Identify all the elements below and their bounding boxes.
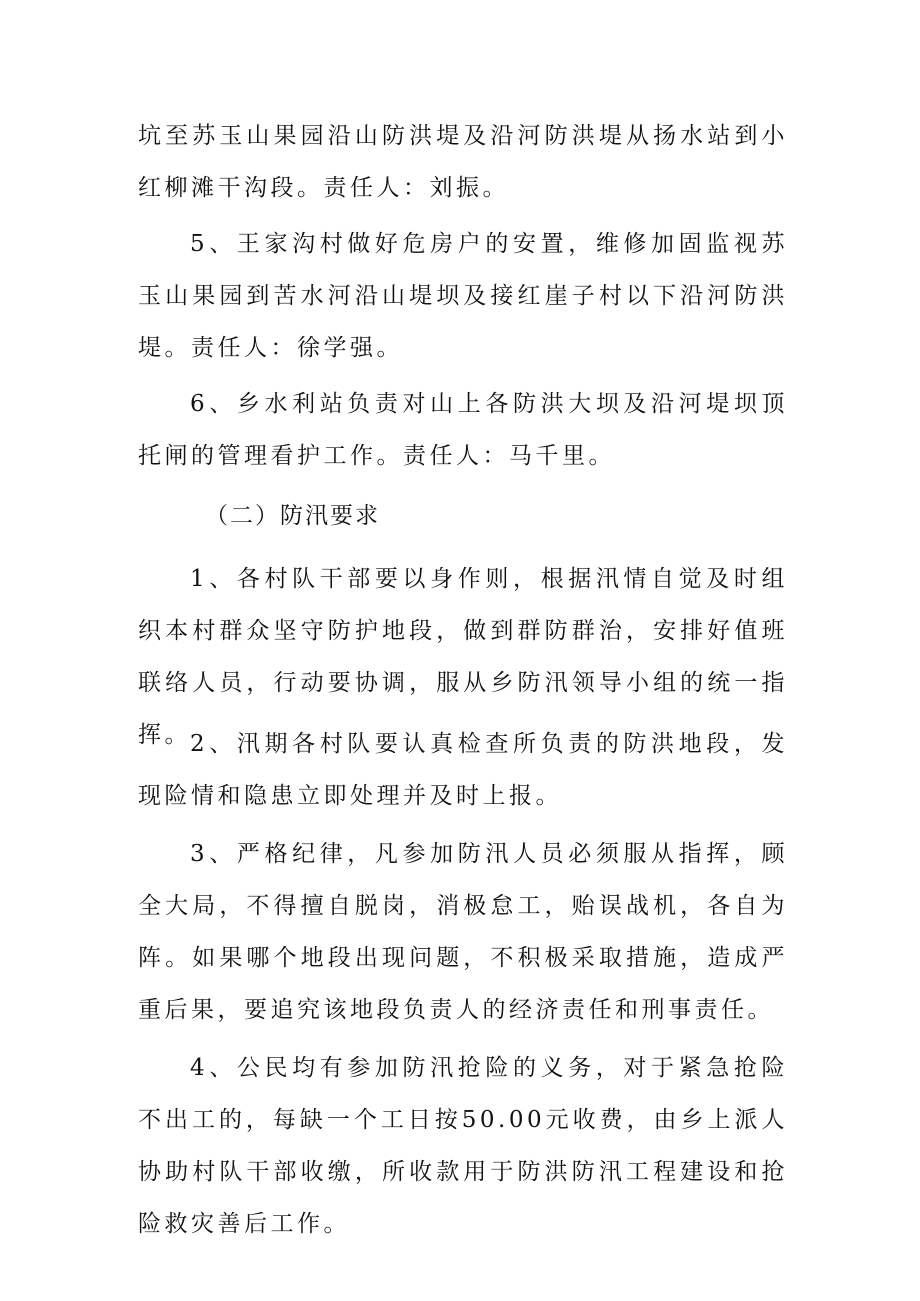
paragraph-item-6: 6、乡水利站负责对山上各防洪大坝及沿河堤坝顶托闸的管理看护工作。责任人：马千里。 bbox=[138, 391, 788, 469]
section-heading: （二）防汛要求 bbox=[205, 503, 380, 529]
requirement-4: 4、公民均有参加防汛抢险的义务，对于紧急抢险不出工的，每缺一个工日按50.00元收费，由乡上派人协助村队干部收缴，所收款用于防洪防汛工程建设和抢险救灾善后工作。 bbox=[138, 1055, 788, 1237]
requirement-3: 3、严格纪律，凡参加防汛人员必须服从指挥，顾全大局，不得擅自脱岗，消极怠工，贻误战机，各自为阵。如果哪个地段出现问题，不积极采取措施，造成严重后果，要追究该地段负责人的经济责任和刑事责任。 bbox=[138, 841, 788, 1023]
requirement-2: 2、汛期各村队要认真检查所负责的防洪地段，发现险情和隐患立即处理并及时上报。 bbox=[138, 731, 788, 809]
requirement-1: 1、各村队干部要以身作则，根据汛情自觉及时组织本村群众坚守防护地段，做到群防群治，安排好值班联络人员，行动要协调，服从乡防汛领导小组的统一指挥。 bbox=[138, 566, 788, 748]
paragraph-continuation: 坑至苏玉山果园沿山防洪堤及沿河防洪堤从扬水站到小红柳滩干沟段。责任人：刘振。 bbox=[138, 123, 788, 201]
paragraph-item-5: 5、王家沟村做好危房户的安置，维修加固监视苏玉山果园到苦水河沿山堤坝及接红崖子村以下沿河防洪堤。责任人：徐学强。 bbox=[138, 231, 788, 361]
